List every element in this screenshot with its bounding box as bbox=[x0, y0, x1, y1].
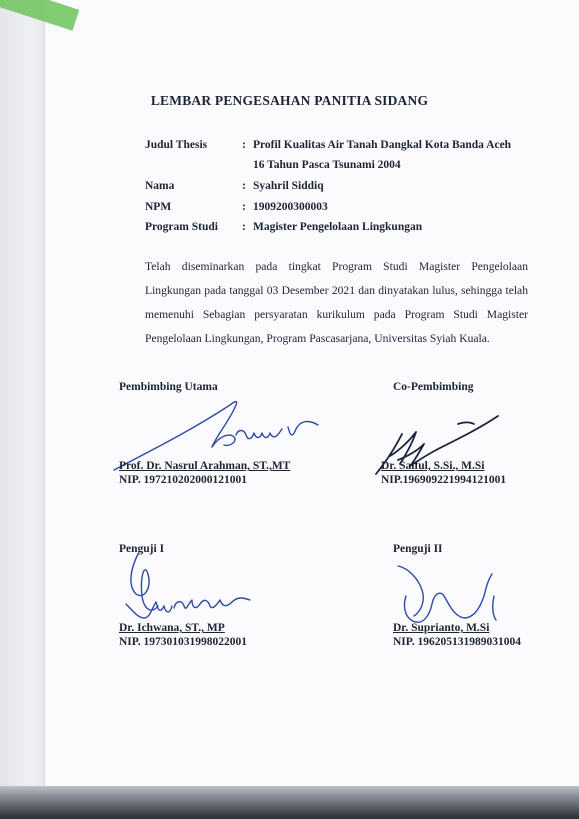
penguji-1-nip: NIP. 197301031998022001 bbox=[119, 636, 247, 648]
judul-value-line1: Profil Kualitas Air Tanah Dangkal Kota Banda Aceh bbox=[253, 139, 512, 151]
nama-value: Syahril Siddiq bbox=[253, 180, 324, 192]
npm-value: 1909200300003 bbox=[253, 201, 328, 213]
judul-label: Judul Thesis bbox=[145, 139, 208, 151]
prodi-colon: : bbox=[242, 221, 246, 233]
paragraph-line: Lingkungan pada tanggal 03 Desember 2021 dan dinyatakan lulus, sehingga telah bbox=[145, 284, 528, 297]
co-pembimbing-nip: NIP.196909221994121001 bbox=[381, 474, 507, 486]
page-left-shadow bbox=[0, 0, 44, 786]
paragraph-line: Telah diseminarkan pada tingkat Program Studi Magister Pengelolaan bbox=[145, 260, 528, 273]
npm-colon: : bbox=[242, 201, 246, 213]
co-pembimbing-role: Co-Pembimbing bbox=[393, 381, 474, 393]
paragraph-line: Pengelolaan Lingkungan, Program Pascasarjana, Universitas Syiah Kuala. bbox=[145, 332, 490, 345]
paragraph-line: memenuhi Sebagian persyaratan kurikulum pada Program Studi Magister bbox=[145, 308, 528, 321]
pembimbing-utama-name: Prof. Dr. Nasrul Arahman, ST.,MT bbox=[119, 460, 291, 472]
npm-label: NPM bbox=[145, 201, 172, 213]
penguji-2-nip: NIP. 196205131989031004 bbox=[393, 636, 521, 648]
penguji-2-role: Penguji II bbox=[393, 543, 443, 555]
scan-bottom-edge bbox=[0, 786, 579, 819]
pembimbing-utama-nip: NIP. 197210202000121001 bbox=[119, 474, 247, 486]
prodi-value: Magister Pengelolaan Lingkungan bbox=[253, 221, 423, 233]
judul-value-line2: 16 Tahun Pasca Tsunami 2004 bbox=[253, 159, 401, 171]
penguji-1-role: Penguji I bbox=[119, 543, 165, 555]
penguji-1-name: Dr. Ichwana, ST., MP bbox=[119, 622, 225, 634]
judul-colon: : bbox=[242, 139, 246, 151]
pembimbing-utama-role: Pembimbing Utama bbox=[119, 381, 218, 393]
approval-paragraph bbox=[145, 255, 528, 351]
prodi-label: Program Studi bbox=[145, 221, 218, 233]
co-pembimbing-name: Dr. Saiful, S.Si., M.Si bbox=[381, 460, 485, 472]
penguji-1-signature bbox=[118, 548, 278, 628]
document-page bbox=[44, 0, 579, 786]
document-title: LEMBAR PENGESAHAN PANITIA SIDANG bbox=[150, 93, 429, 108]
nama-colon: : bbox=[242, 180, 246, 192]
penguji-2-name: Dr. Suprianto, M.Si bbox=[393, 622, 490, 634]
nama-label: Nama bbox=[145, 180, 175, 192]
